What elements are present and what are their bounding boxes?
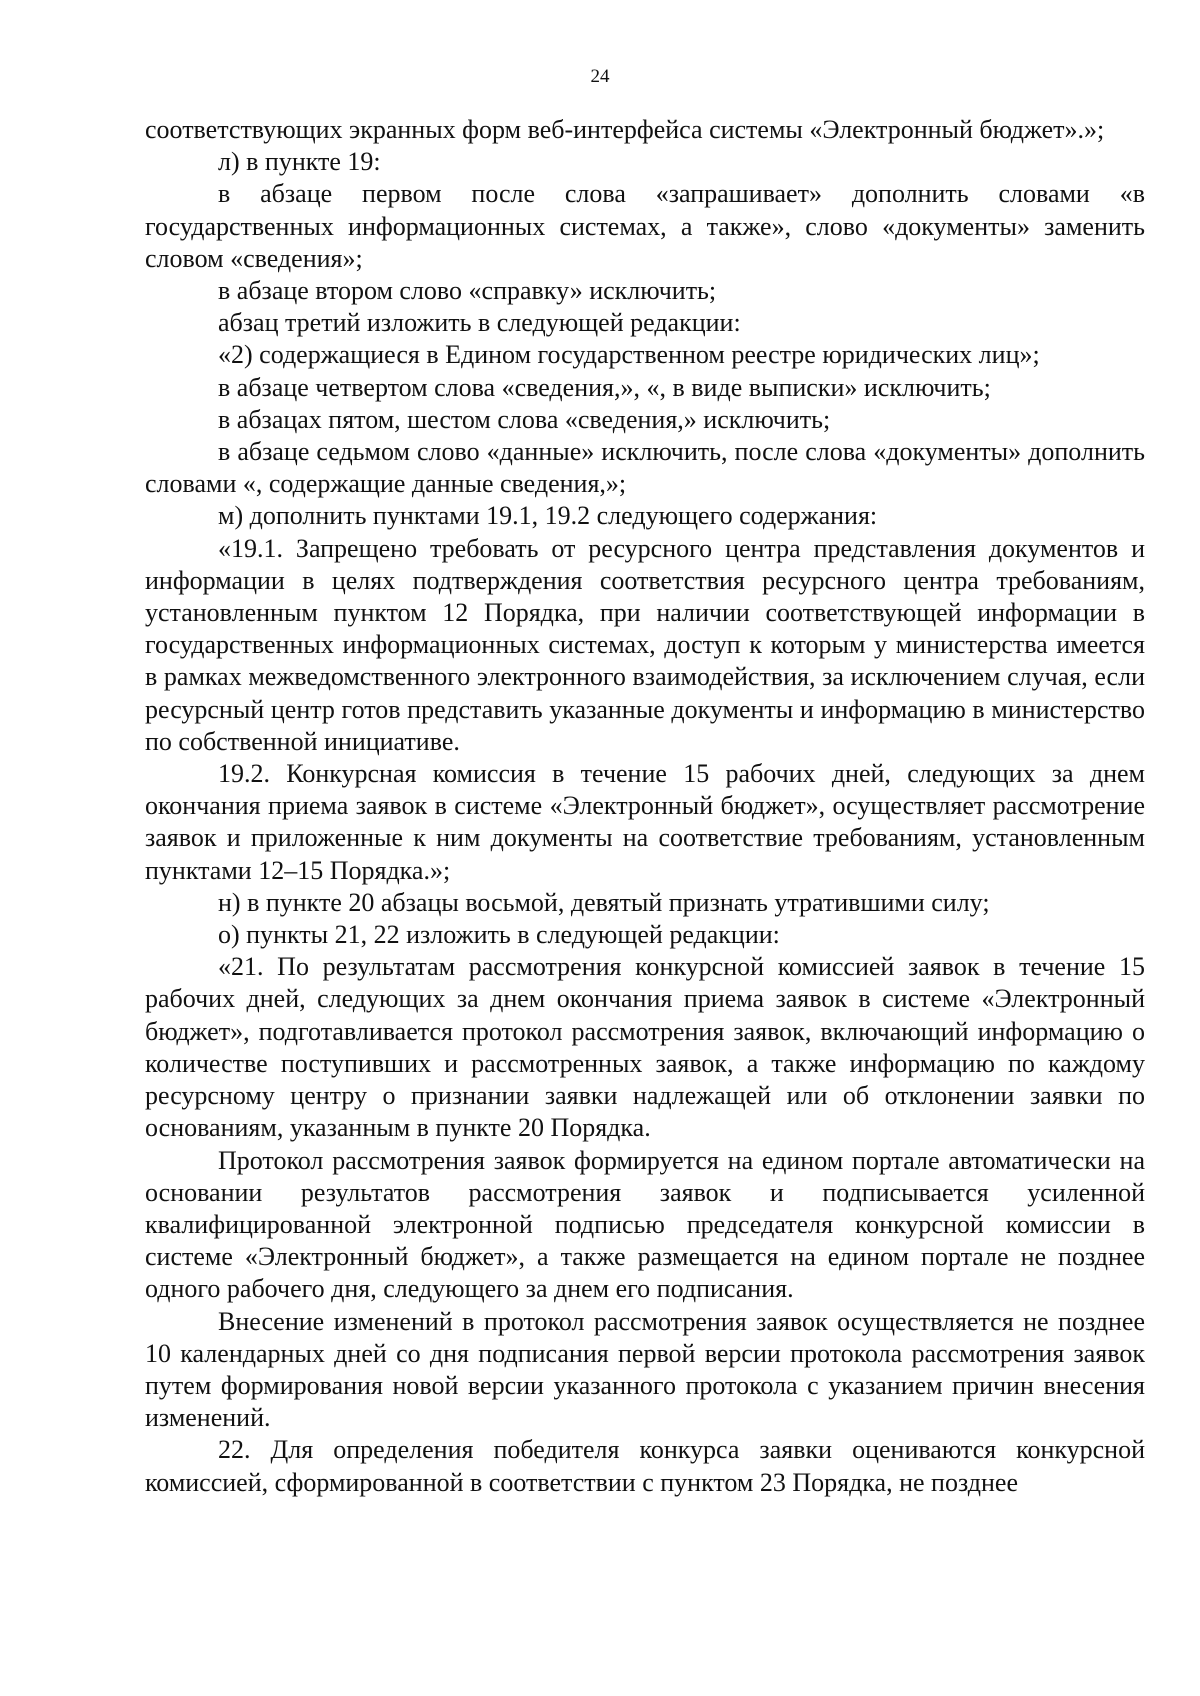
paragraph: абзац третий изложить в следующей редакции: xyxy=(218,308,741,338)
paragraph: «19.1. Запрещено требовать от ресурсного центра представления документов и информации в целях подтверждения соответствия ресурсного центра требованиям, установленным пунктом 12 Порядка, при наличии соответствующей информации в государственных информационных системах, доступ к которым у министерства имеется в рамках межведомственного электронного взаимодействия, за исключением случая, если ресурсный центр готов представить указанные документы и информацию в министерство по собственной инициативе. xyxy=(145,533,1145,756)
paragraph: в абзаце первом после слова «запрашивает» дополнить словами «в государственных информационных системах, а также», слово «документы» заменить словом «сведения»; xyxy=(145,179,1145,273)
paragraph: Внесение изменений в протокол рассмотрения заявок осуществляется не позднее 10 календарных дней со дня подписания первой версии протокола рассмотрения заявок путем формирования новой версии указанного протокола с указанием причин внесения изменений. xyxy=(145,1306,1145,1433)
paragraph: м) дополнить пунктами 19.1, 19.2 следующего содержания: xyxy=(218,501,878,531)
paragraph: соответствующих экранных форм веб-интерфейса системы «Электронный бюджет».»; xyxy=(145,115,1105,144)
paragraph: л) в пункте 19: xyxy=(218,147,381,177)
paragraph: в абзацах пятом, шестом слова «сведения,» исключить; xyxy=(218,404,831,434)
page-number: 24 xyxy=(590,66,610,87)
paragraph: «21. По результатам рассмотрения конкурсной комиссией заявок в течение 15 рабочих дней, следующих за днем окончания приема заявок в системе «Электронный бюджет», подготавливается протокол рассмотрения заявок, включающий информацию о количестве поступивших и рассмотренных заявок, а также информацию по каждому ресурсному центру о признании заявки надлежащей или об отклонении заявки по основаниям, указанным в пункте 20 Порядка. xyxy=(145,952,1145,1143)
paragraph: в абзаце четвертом слова «сведения,», «, в виде выписки» исключить; xyxy=(218,372,991,402)
paragraph: в абзаце втором слово «справку» исключить; xyxy=(218,276,717,306)
paragraph: о) пункты 21, 22 изложить в следующей редакции: xyxy=(218,920,780,950)
paragraph: 22. Для определения победителя конкурса заявки оцениваются конкурсной комиссией, сформированной в соответствии с пунктом 23 Порядка, не позднее xyxy=(145,1435,1145,1497)
paragraph: 19.2. Конкурсная комиссия в течение 15 рабочих дней, следующих за днем окончания приема заявок в системе «Электронный бюджет», осуществляет рассмотрение заявок и приложенные к ним документы на соответствие требованиям, установленным пунктами 12–15 Порядка.»; xyxy=(145,759,1145,885)
paragraph: н) в пункте 20 абзацы восьмой, девятый признать утратившими силу; xyxy=(218,887,990,917)
document-body xyxy=(145,114,1145,1499)
paragraph: «2) содержащиеся в Едином государственном реестре юридических лиц»; xyxy=(218,340,1040,370)
paragraph: Протокол рассмотрения заявок формируется на едином портале автоматически на основании результатов рассмотрения заявок и подписывается усиленной квалифицированной электронной подписью председателя конкурсной комиссии в системе «Электронный бюджет», а также размещается на едином портале не позднее одного рабочего дня, следующего за днем его подписания. xyxy=(145,1145,1145,1304)
paragraph: в абзаце седьмом слово «данные» исключить, после слова «документы» дополнить словами «, содержащие данные сведения,»; xyxy=(145,437,1145,499)
